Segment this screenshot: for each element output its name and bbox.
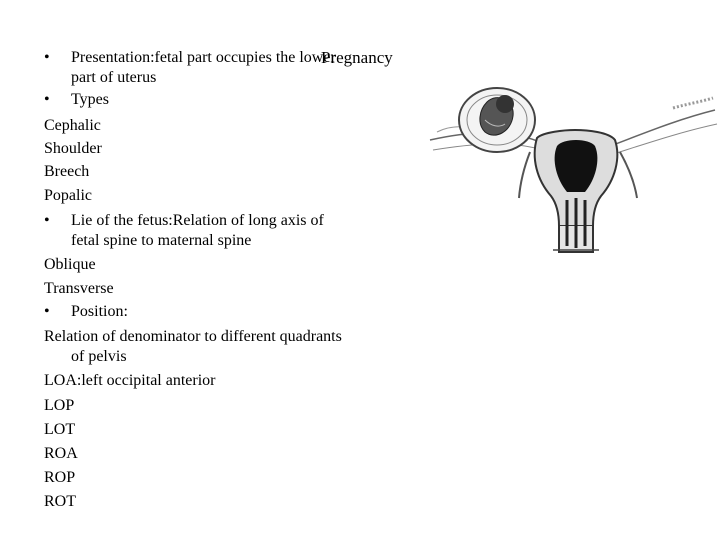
type-popalic: Popalic [44,187,92,204]
uterus-illustration [425,80,720,258]
position-rot: ROT [44,493,76,510]
position-heading: Position: [71,303,128,320]
bullet-icon: • [44,91,50,108]
types-heading: Types [71,91,109,108]
presentation-line-1: Presentation:fetal part occupies the lower [71,49,336,66]
bullet-icon: • [44,49,50,66]
type-cephalic: Cephalic [44,117,101,134]
lie-oblique: Oblique [44,256,96,273]
page-title: Pregnancy [321,48,393,67]
bullet-icon: • [44,212,50,229]
bullet-icon: • [44,303,50,320]
lie-line-1: Lie of the fetus:Relation of long axis of [71,212,324,229]
position-rop: ROP [44,469,76,486]
lie-line-2: fetal spine to maternal spine [71,232,252,249]
presentation-line-2: part of uterus [71,69,157,86]
lie-transverse: Transverse [44,280,114,297]
position-loa: LOA:left occipital anterior [44,372,216,389]
position-relation-line-2: of pelvis [71,348,127,365]
position-roa: ROA [44,445,78,462]
position-relation-line-1: Relation of denominator to different quadrants [44,328,342,345]
position-lot: LOT [44,421,76,438]
type-breech: Breech [44,163,90,180]
type-shoulder: Shoulder [44,140,102,157]
position-lop: LOP [44,397,75,414]
